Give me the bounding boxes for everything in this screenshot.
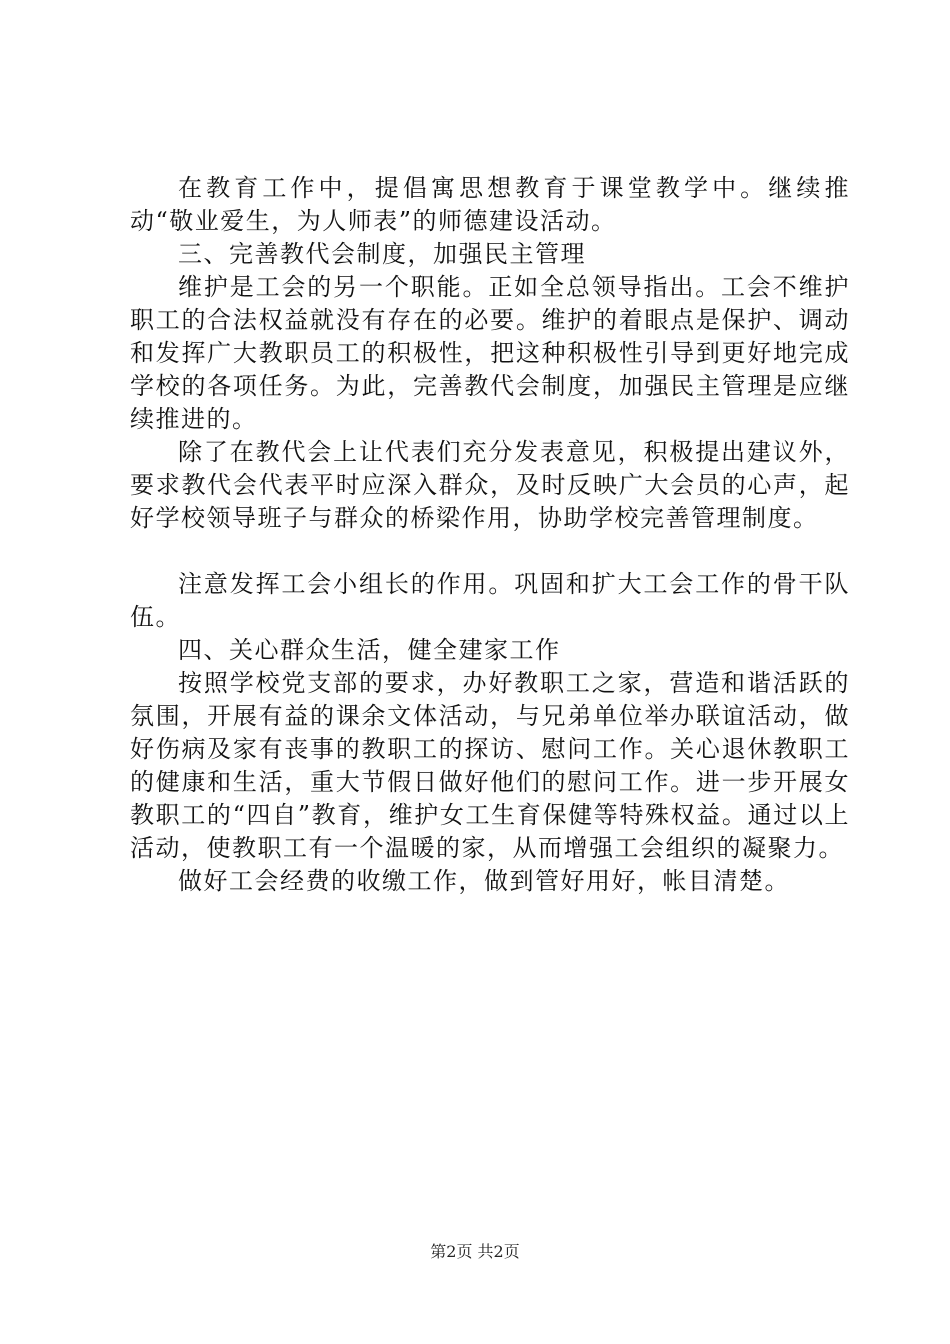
paragraph-staff-home: 按照学校党支部的要求，办好教职工之家，营造和谐活跃的氛围，开展有益的课余文体活动，与兄弟单位举办联谊活动，做好伤病及家有丧事的教职工的探访、慰问工作。关心退休教职工的健康和生活，重大节假日做好他们的慰问工作。进一步开展女教职工的“四自”教育，维护女工生育保健等特殊权益。通过以上活动，使教职工有一个温暖的家，从而增强工会组织的凝聚力。: [130, 669, 850, 862]
section-heading-3: 三、完善教代会制度，加强民主管理: [178, 240, 586, 268]
paragraph-gap: [130, 535, 850, 568]
paragraph-group-leaders: 注意发挥工会小组长的作用。巩固和扩大工会工作的骨干队伍。: [130, 570, 850, 631]
paragraph-representatives: 除了在教代会上让代表们充分发表意见，积极提出建议外，要求教代会代表平时应深入群众，及时反映广大会员的心声，起好学校领导班子与群众的桥梁作用，协助学校完善管理制度。: [130, 438, 850, 532]
section-heading-4: 四、关心群众生活，健全建家工作: [178, 636, 561, 664]
paragraph-teaching: 在教育工作中，提倡寓思想教育于课堂教学中。继续推动“敬业爱生，为人师表”的师德建设活动。: [130, 174, 850, 235]
document-body: [130, 172, 850, 898]
page-number-footer: 第2页 共2页: [430, 1242, 520, 1261]
paragraph-funds: 做好工会经费的收缴工作，做到管好用好，帐目清楚。: [178, 867, 790, 895]
paragraph-rights: 维护是工会的另一个职能。正如全总领导指出。工会不维护职工的合法权益就没有存在的必要。维护的着眼点是保护、调动和发挥广大教职员工的积极性，把这种积极性引导到更好地完成学校的各项任务。为此，完善教代会制度，加强民主管理是应继续推进的。: [130, 273, 850, 433]
